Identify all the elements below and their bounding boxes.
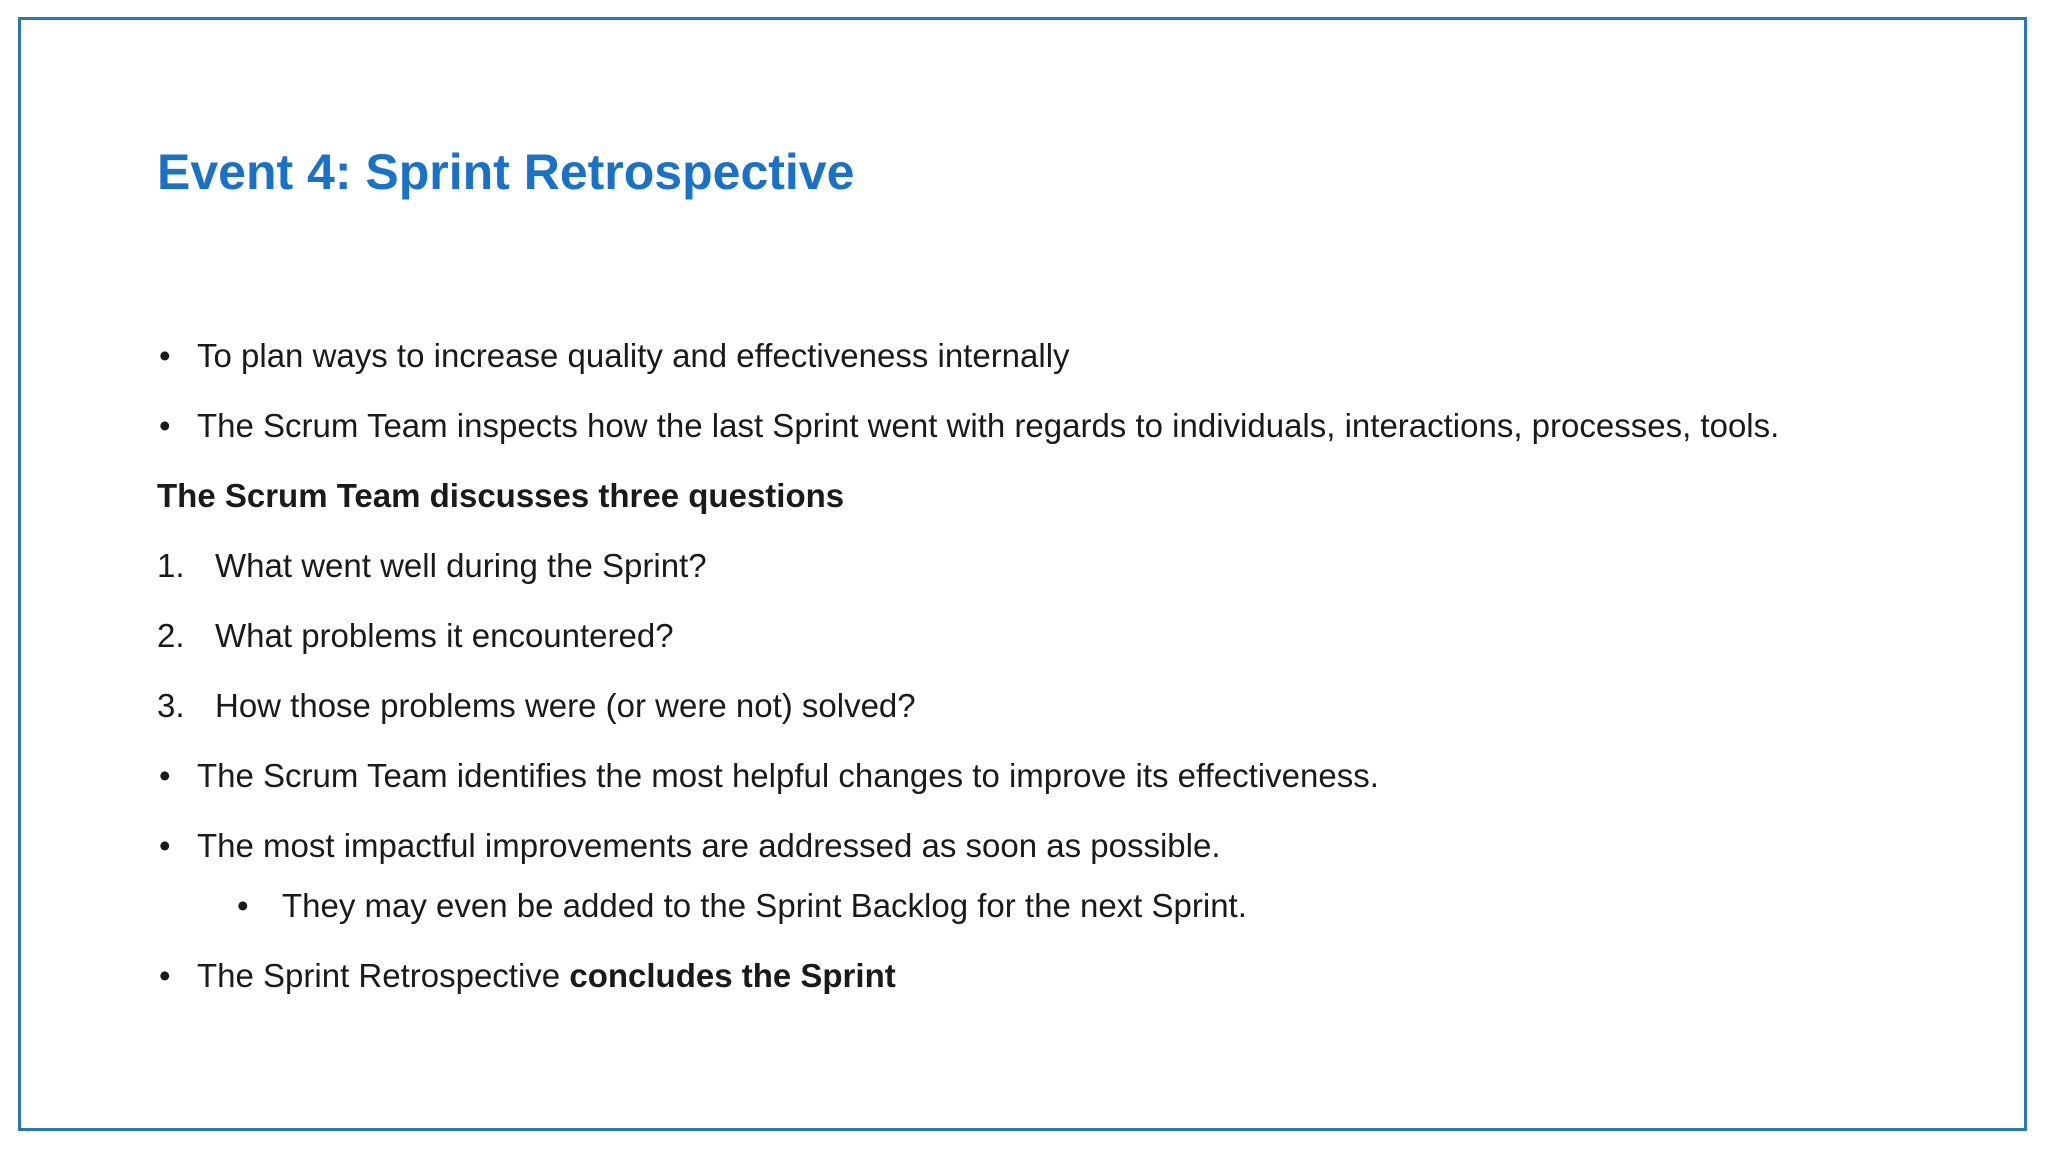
bullet-marker: • <box>159 407 171 444</box>
section-heading-text: The Scrum Team discusses three questions <box>157 477 845 514</box>
bullet-text-mixed <box>197 954 896 998</box>
numbered-text: What problems it encountered? <box>215 617 674 654</box>
bullet-text: The Scrum Team inspects how the last Sprint went with regards to individuals, interactions, processes, tools. <box>197 407 1780 444</box>
bullet-text: The Scrum Team identifies the most helpful changes to improve its effectiveness. <box>197 757 1379 794</box>
bullet-text: To plan ways to increase quality and effectiveness internally <box>197 337 1070 374</box>
numbered-item <box>157 684 1997 754</box>
numbered-item <box>157 544 1997 614</box>
section-heading <box>157 474 1997 544</box>
list-number: 2. <box>157 617 185 654</box>
bullet-item <box>157 404 1997 474</box>
bullet-item <box>157 954 1997 1024</box>
list-number: 3. <box>157 687 185 724</box>
bullet-marker: • <box>159 337 171 374</box>
sub-bullet-text: They may even be added to the Sprint Backlog for the next Sprint. <box>282 887 1247 924</box>
bullet-text-regular: The Sprint Retrospective <box>197 957 570 994</box>
sub-bullet-item <box>157 884 1997 954</box>
bullet-item <box>157 754 1997 824</box>
numbered-text: How those problems were (or were not) solved? <box>215 687 916 724</box>
bullet-item <box>157 334 1997 404</box>
sub-bullet-marker: • <box>237 887 249 924</box>
bullet-marker: • <box>159 757 171 794</box>
bullet-item <box>157 824 1997 884</box>
slide-content <box>157 334 1997 1024</box>
numbered-item <box>157 614 1997 684</box>
bullet-text-bold: concludes the Sprint <box>569 957 896 994</box>
bullet-text: The most impactful improvements are addressed as soon as possible. <box>197 827 1221 864</box>
list-number: 1. <box>157 547 185 584</box>
slide-title: Event 4: Sprint Retrospective <box>157 144 855 200</box>
slide <box>18 17 2027 1131</box>
bullet-marker: • <box>159 827 171 864</box>
bullet-marker: • <box>159 957 171 994</box>
numbered-text: What went well during the Sprint? <box>215 547 707 584</box>
